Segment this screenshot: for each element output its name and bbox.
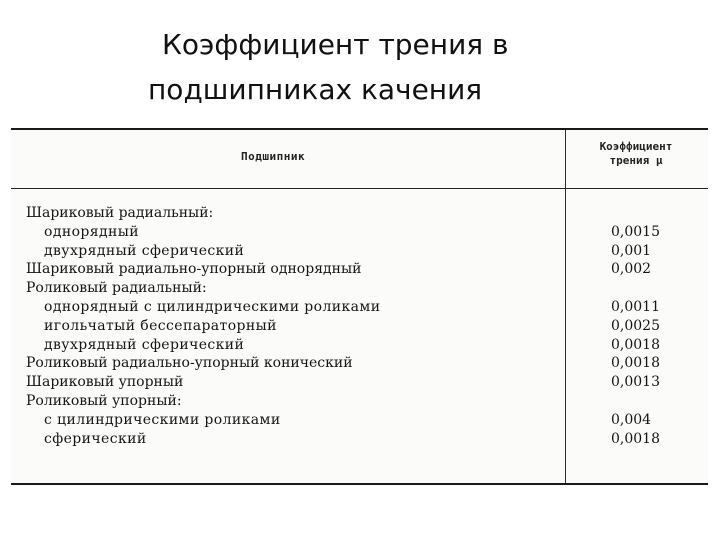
friction-coefficient: 0,0025 [611,317,660,334]
table-row [11,336,708,355]
bearing-name: двухрядный сферический [44,242,245,259]
bearing-name: с цилиндрическими роликами [44,411,281,428]
friction-coefficient: 0,001 [611,242,652,259]
bearing-name: Роликовый радиальный: [26,280,207,297]
table-row [11,279,708,298]
table-row [11,430,708,449]
table-row [11,298,708,317]
bearing-name: Шариковый упорный [26,374,184,391]
friction-table [11,128,708,486]
table-row [11,260,708,279]
friction-coefficient: 0,0018 [611,355,660,372]
column-header-coefficient-line-2: трения μ [609,154,663,167]
table-row [11,223,708,242]
table-row [11,204,708,223]
title-line-2: подшипниках качения [148,73,483,106]
friction-coefficient: 0,004 [611,411,652,428]
table-bottom-rule [11,483,708,485]
table-row [11,242,708,261]
table-row [11,373,708,392]
bearing-name: двухрядный сферический [44,336,245,353]
table-row [11,354,708,373]
table-row [11,317,708,336]
table-body [11,204,708,448]
table-row [11,411,708,430]
title-line-1: Коэффициент трения в [162,28,509,61]
bearing-name: Шариковый радиальный: [26,205,214,221]
table-row [11,392,708,411]
column-header-coefficient [571,140,701,168]
bearing-name: однорядный [44,223,140,240]
friction-coefficient: 0,002 [611,261,652,278]
friction-coefficient: 0,0011 [611,298,660,315]
slide-title [0,22,720,112]
bearing-name: игольчатый бессепараторный [44,317,277,334]
friction-coefficient: 0,0013 [611,374,660,391]
table-header-rule [11,188,708,189]
bearing-name: Шариковый радиально-упорный однорядный [26,261,362,278]
table-top-rule [11,128,708,130]
bearing-name: Роликовый упорный: [26,392,182,409]
column-header-bearing: Подшипник [241,150,306,163]
bearing-name: однорядный с цилиндрическими роликами [44,298,381,315]
friction-coefficient: 0,0018 [611,336,660,353]
friction-coefficient: 0,0015 [611,223,660,240]
friction-coefficient: 0,0018 [611,430,660,447]
bearing-name: сферический [44,430,147,447]
bearing-name: Роликовый радиально-упорный конический [26,355,353,372]
column-header-coefficient-line-1: Коэффициент [599,140,673,153]
